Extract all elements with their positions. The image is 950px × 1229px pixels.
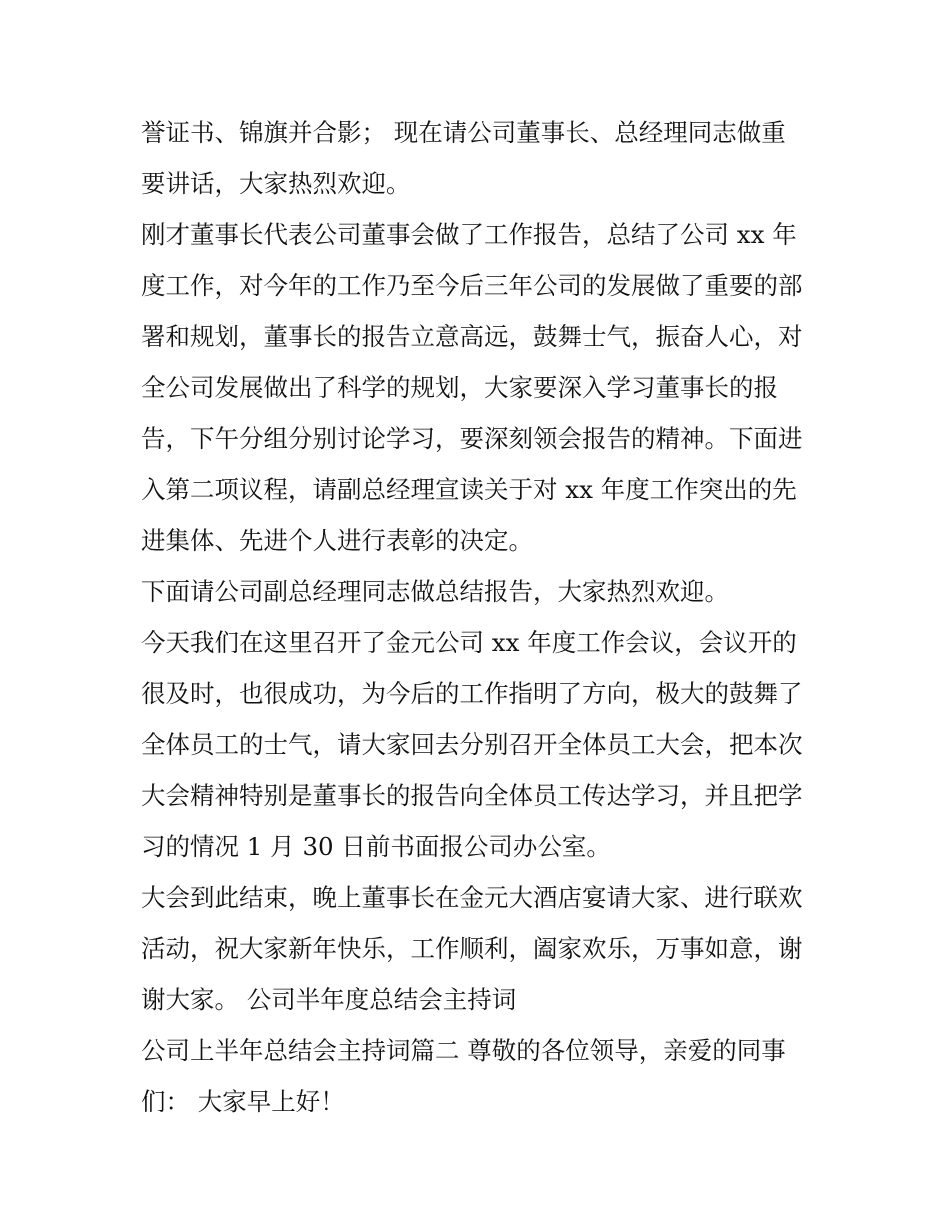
text-line: 要讲话，大家热烈欢迎。 [141, 169, 411, 198]
text-line: 全公司发展做出了科学的规划，大家要深入学习董事长的报 [141, 373, 778, 402]
text-line: 度工作，对今年的工作乃至今后三年公司的发展做了重要的部 [141, 271, 803, 300]
document-body [141, 107, 821, 1127]
text-line: 刚才董事长代表公司董事会做了工作报告，总结了公司 xx 年 [141, 220, 797, 249]
text-line: 公司上半年总结会主持词篇二 尊敬的各位领导，亲爱的同事 [141, 1036, 786, 1065]
text-line: 们： 大家早上好！ [141, 1087, 345, 1116]
text-line: 告，下午分组分别讨论学习，要深刻领会报告的精神。下面进 [141, 424, 803, 453]
text-line: 今天我们在这里召开了金元公司 xx 年度工作会议，会议开的 [141, 628, 797, 657]
text-line: 进集体、先进个人进行表彰的决定。 [141, 526, 533, 555]
text-line: 全体员工的士气，请大家回去分别召开全体员工大会，把本次 [141, 730, 803, 759]
text-line: 习的情况 1 月 30 日前书面报公司办公室。 [141, 832, 611, 861]
text-line: 署和规划，董事长的报告立意高远，鼓舞士气，振奋人心，对 [141, 322, 803, 351]
text-line: 入第二项议程，请副总经理宣读关于对 xx 年度工作突出的先 [141, 475, 797, 504]
text-line: 谢大家。 公司半年度总结会主持词 [141, 985, 517, 1014]
text-line: 大会精神特别是董事长的报告向全体员工传达学习，并且把学 [141, 781, 803, 810]
text-line: 大会到此结束，晚上董事长在金元大酒店宴请大家、进行联欢 [141, 883, 803, 912]
text-line: 誉证书、锦旗并合影； 现在请公司董事长、总经理同志做重 [141, 118, 786, 147]
text-line: 活动，祝大家新年快乐，工作顺利，阖家欢乐，万事如意，谢 [141, 934, 803, 963]
text-line: 下面请公司副总经理同志做总结报告，大家热烈欢迎。 [141, 577, 729, 606]
text-line: 很及时，也很成功，为今后的工作指明了方向，极大的鼓舞了 [141, 679, 803, 708]
